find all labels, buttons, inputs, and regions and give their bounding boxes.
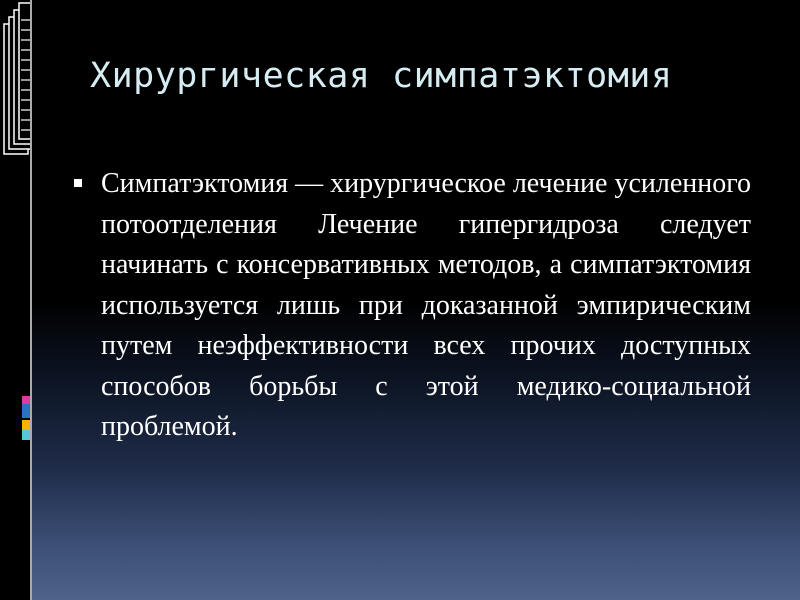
square-bullet-icon [74,179,82,187]
left-divider-line [30,0,32,600]
slide-body-text: Симпатэктомия — хирургическое лечение усиленного потоотделения Лечение гипергидроза следует начинать с консервативных методов, а симпатэктомия используется лишь при доказанной эмпирическим путем неэффективности всех прочих доступных способов борьбы с этой медико-социальной проблемой. [101,168,752,442]
accent-block-blue [22,404,30,418]
slide-title: Хирургическая симпатэктомия [90,56,673,96]
accent-block-cyan [22,430,30,440]
stacked-documents-icon [0,0,32,160]
